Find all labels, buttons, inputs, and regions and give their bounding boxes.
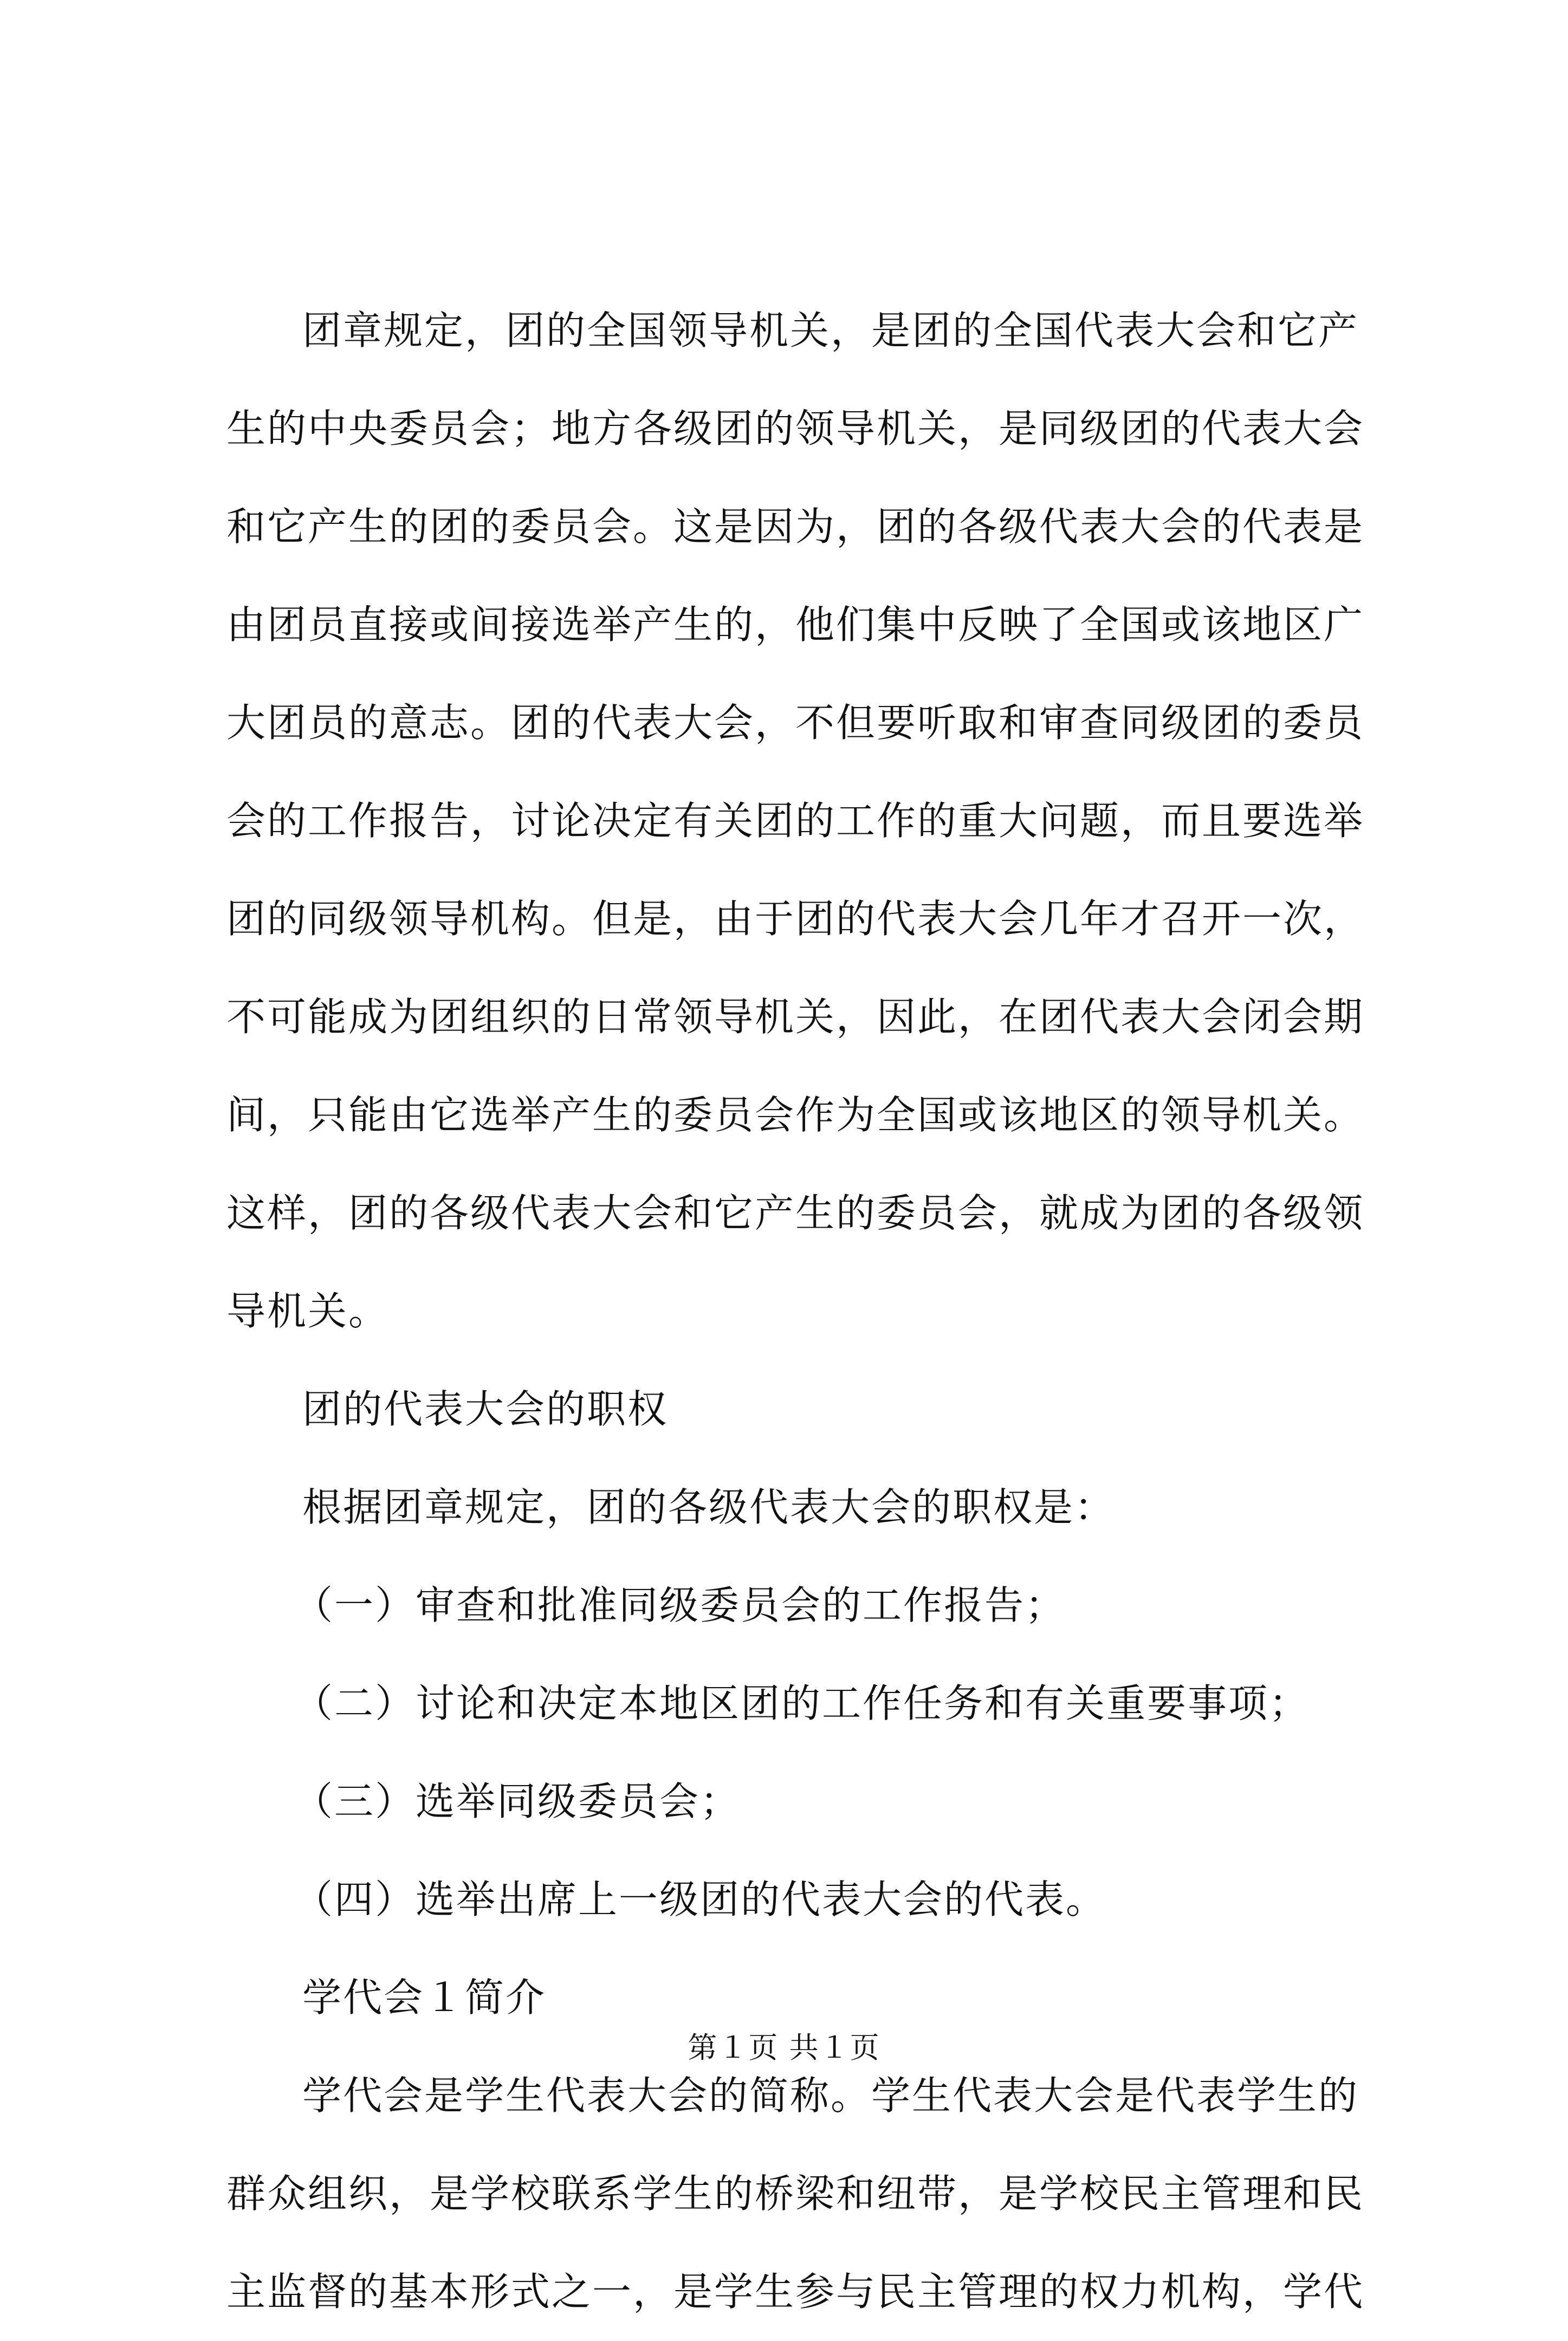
list-item: （三）选举同级委员会； [294, 1779, 741, 1824]
paragraph-line: 学代会是学生代表大会的简称。学生代表大会是代表学生的 [302, 2073, 1359, 2118]
paragraph-line: 会的工作报告，讨论决定有关团的工作的重大问题，而且要选举 [226, 798, 1364, 844]
paragraph-line: 导机关。 [226, 1288, 390, 1334]
section-heading: 团的代表大会的职权 [302, 1386, 669, 1432]
list-item: （二）讨论和决定本地区团的工作任务和有关重要事项； [294, 1681, 1310, 1726]
paragraph-line: 根据团章规定，团的各级代表大会的职权是： [302, 1484, 1116, 1530]
page-footer [0, 2026, 1568, 2070]
paragraph-line: 群众组织，是学校联系学生的桥梁和纽带，是学校民主管理和民 [226, 2171, 1364, 2216]
paragraph-line: 间，只能由它选举产生的委员会作为全国或该地区的领导机关。 [226, 1092, 1364, 1138]
paragraph-line: 团的同级领导机构。但是，由于团的代表大会几年才召开一次， [226, 896, 1364, 942]
section-heading: 学代会１简介 [302, 1975, 547, 2020]
paragraph-line: 由团员直接或间接选举产生的，他们集中反映了全国或该地区广 [226, 602, 1364, 647]
page-number-label: 第１页 共１页 [688, 2031, 880, 2065]
paragraph-line: 和它产生的团的委员会。这是因为，团的各级代表大会的代表是 [226, 504, 1364, 549]
paragraph-line: 这样，团的各级代表大会和它产生的委员会，就成为团的各级领 [226, 1190, 1364, 1236]
paragraph-line: 大团员的意志。团的代表大会，不但要听取和审查同级团的委员 [226, 700, 1364, 745]
list-item: （一）审查和批准同级委员会的工作报告； [294, 1583, 1066, 1628]
paragraph-line: 主监督的基本形式之一，是学生参与民主管理的权力机构，学代 [226, 2269, 1364, 2314]
paragraph-line: 团章规定，团的全国领导机关，是团的全国代表大会和它产 [302, 308, 1359, 353]
paragraph-line: 不可能成为团组织的日常领导机关，因此，在团代表大会闭会期 [226, 994, 1364, 1040]
list-item: （四）选举出席上一级团的代表大会的代表。 [294, 1877, 1107, 1922]
paragraph-line: 生的中央委员会；地方各级团的领导机关，是同级团的代表大会 [226, 406, 1364, 451]
